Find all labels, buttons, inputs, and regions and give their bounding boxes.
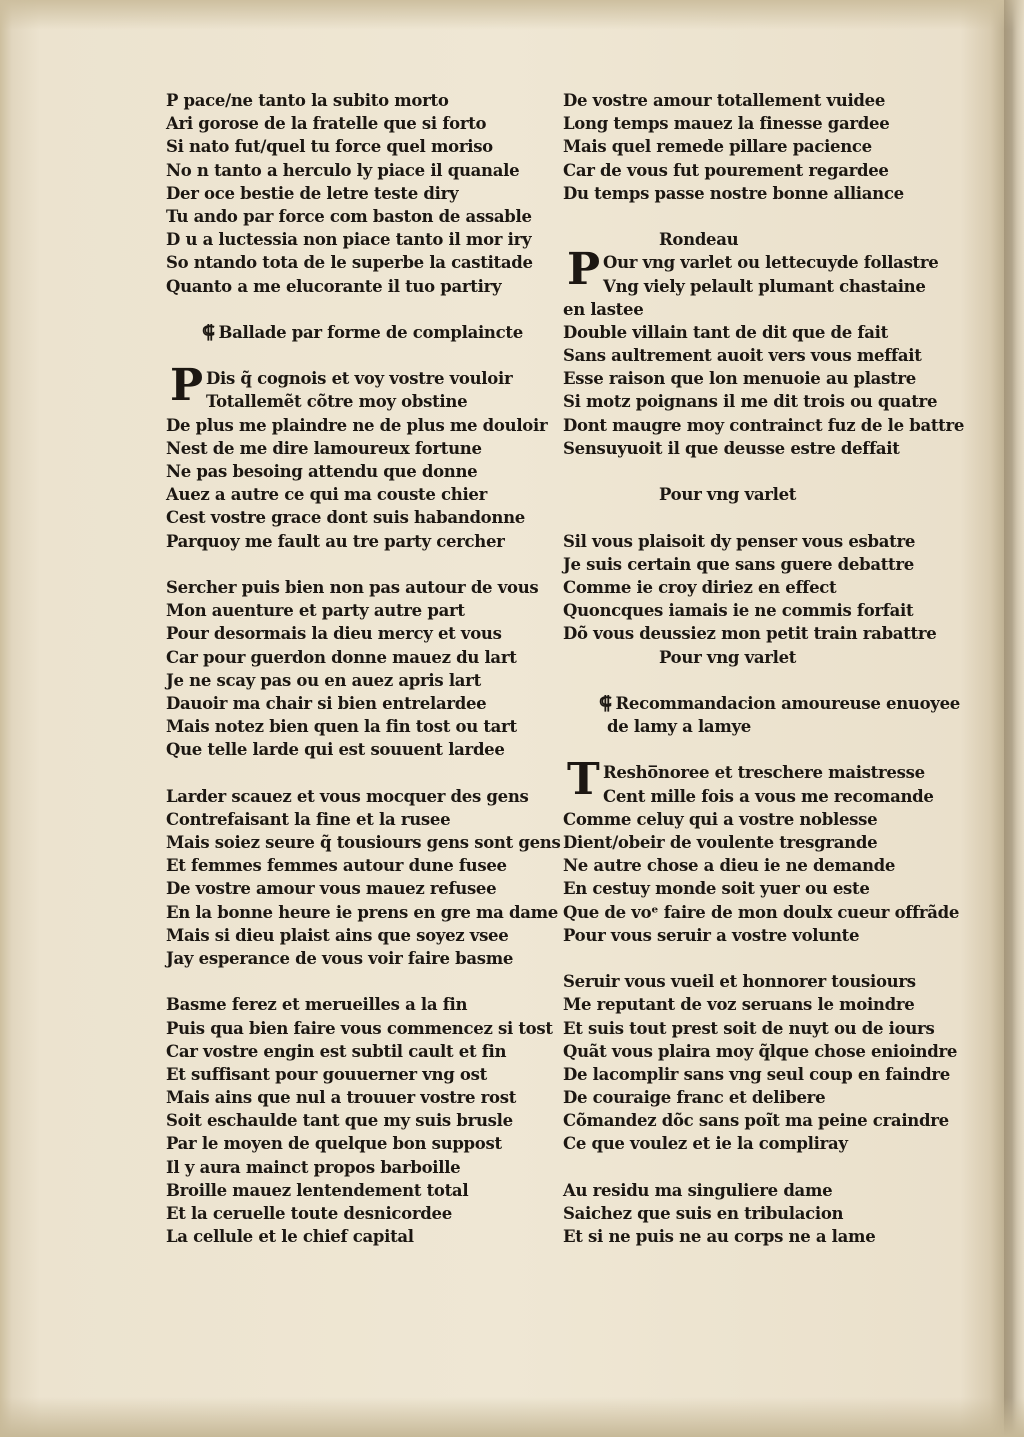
verse-line: Sensuyuoit il que deusse estre deffait: [563, 438, 900, 458]
verse-line: D u a luctessia non piace tanto il mor iry: [166, 230, 532, 250]
verse-line: Nest de me dire lamoureux fortune: [166, 438, 482, 458]
recommandacion-heading: [563, 692, 960, 715]
verse-line: Mon auenture et party autre part: [166, 601, 465, 621]
recommandacion-heading-text: Recommandacion amoureuse enuoyee: [615, 693, 960, 713]
verse-line: Mais notez bien quen la fin tost ou tart: [166, 717, 517, 737]
verse-line: Dauoir ma chair si bien entrelardee: [166, 693, 487, 713]
stanza: [563, 298, 965, 460]
verse-line: en lastee: [563, 299, 644, 319]
verse-line: Et suffisant pour gouuerner vng ost: [166, 1064, 487, 1084]
verse-line: Mais ains que nul a trouuer vostre rost: [166, 1088, 517, 1108]
verse-line: Ne autre chose a dieu ie ne demande: [563, 856, 896, 876]
verse-line: De vostre amour totallement vuidee: [563, 91, 886, 110]
decorated-initial: T: [567, 754, 600, 806]
ballade-opening: [166, 360, 546, 413]
decorated-initial: P: [567, 244, 600, 296]
verse-line: Si motz poignans il me dit trois ou quatre: [563, 392, 938, 412]
varlet-heading: Pour vng varlet: [659, 485, 797, 505]
verse-line: Comme ie croy diriez en effect: [563, 577, 837, 597]
stanza: [563, 89, 953, 205]
verse-line: Parquoy me fault au tre party cercher: [166, 531, 505, 551]
verse-line: Me reputant de voz seruans le moindre: [563, 995, 915, 1015]
right-column: [563, 89, 965, 1248]
verse-line: Vng viely pelault plumant chastaine: [603, 276, 926, 296]
verse-line: Au residu ma singuliere dame: [563, 1180, 833, 1200]
verse-line: Mais quel remede pillare pacience: [563, 137, 872, 157]
verse-line: Totallemẽt cõtre moy obstine: [206, 392, 468, 412]
verse-line: Cent mille fois a vous me recomande: [603, 786, 934, 806]
verse-line: Sercher puis bien non pas autour de vous: [166, 577, 539, 597]
verse-line: Mais soiez seure q̃ tousiours gens sont gens: [166, 833, 561, 852]
verse-line: Quãt vous plaira moy q̃lque chose enioindre: [563, 1041, 958, 1061]
verse-line: Auez a autre ce qui ma couste chier: [166, 485, 488, 505]
verse-line: Jay esperance de vous voir faire basme: [166, 948, 514, 968]
verse-line: En la bonne heure ie prens en gre ma dame: [166, 902, 558, 922]
verse-line: Dis q̃ cognois et voy vostre vouloir: [206, 369, 513, 389]
verse-line: Dient/obeir de voulente tresgrande: [563, 833, 878, 852]
decorated-initial: P: [170, 360, 203, 412]
recommandacion-subheading: de lamy a lamye: [607, 717, 751, 737]
verse-line: Du temps passe nostre bonne alliance: [563, 183, 904, 203]
verse-line: Double villain tant de dit que de fait: [563, 322, 888, 342]
verse-line: Je ne scay pas ou en auez apris lart: [166, 670, 481, 690]
verse-line: Il y aura mainct propos barboille: [166, 1157, 461, 1177]
verse-line: Larder scauez et vous mocquer des gens: [166, 786, 529, 806]
verse-line: Dõ vous deussiez mon petit train rabattre: [563, 624, 937, 644]
verse-line: Our vng varlet ou lettecuyde follastre: [603, 253, 939, 273]
verse-line: Long temps mauez la finesse gardee: [563, 114, 890, 134]
stanza: [563, 1179, 953, 1249]
verse-line: Comme celuy qui a vostre noblesse: [563, 809, 878, 829]
verse-line: P pace/ne tanto la subito morto: [166, 91, 449, 110]
verse-line: Ari gorose de la fratelle que si forto: [166, 114, 487, 134]
verse-line: Et si ne puis ne au corps ne a lame: [563, 1227, 876, 1247]
verse-line: Mais si dieu plaist ains que soyez vsee: [166, 925, 509, 945]
verse-line: Sans aultrement auoit vers vous meffait: [563, 346, 922, 366]
verse-line: Esse raison que lon menuoie au plastre: [563, 369, 916, 389]
verse-line: Et femmes femmes autour dune fusee: [166, 856, 507, 876]
ballade-heading-text: Ballade par forme de complaincte: [218, 322, 523, 342]
book-gutter: [1004, 0, 1024, 1437]
verse-line: Pour desormais la dieu mercy et vous: [166, 624, 502, 644]
verse-line: De vostre amour vous mauez refusee: [166, 879, 497, 899]
verse-line: Par le moyen de quelque bon suppost: [166, 1134, 502, 1154]
verse-line: Car pour guerdon donne mauez du lart: [166, 647, 517, 667]
rondeau-opening: [563, 244, 953, 297]
verse-line: Ne pas besoing attendu que donne: [166, 462, 478, 481]
verse-line: Soit eschaulde tant que my suis brusle: [166, 1111, 513, 1131]
recommandacion-opening: [563, 754, 953, 807]
verse-line: Que telle larde qui est souuent lardee: [166, 740, 505, 760]
verse-line: Broille mauez lentendement total: [166, 1180, 469, 1200]
verse-line: No n tanto a herculo ly piace il quanale: [166, 160, 520, 180]
verse-line: En cestuy monde soit yuer ou este: [563, 879, 870, 899]
stanza: [166, 576, 546, 762]
verse-line: Et la ceruelle toute desnicordee: [166, 1204, 452, 1223]
verse-line: Si nato fut/quel tu force quel moriso: [166, 137, 493, 157]
verse-line: De lacomplir sans vng seul coup en faindre: [563, 1064, 950, 1084]
verse-line: Basme ferez et merueilles a la fin: [166, 995, 468, 1015]
verse-line: Car vostre engin est subtil cault et fin: [166, 1041, 507, 1061]
pilcrow-icon: ⸿: [202, 321, 215, 343]
verse-line: Seruir vous vueil et honnorer tousiours: [563, 972, 916, 992]
verse-line: Pour vous seruir a vostre volunte: [563, 925, 860, 945]
stanza: [563, 530, 953, 646]
ballade-heading: [166, 321, 546, 344]
verse-line: Saichez que suis en tribulacion: [563, 1204, 844, 1223]
stanza: [563, 970, 958, 1156]
verse-line: Dont maugre moy contrainct fuz de le battre: [563, 415, 965, 435]
verse-line: Tu ando par force com baston de assable: [166, 206, 532, 226]
verse-line: Car de vous fut pourement regardee: [563, 160, 889, 180]
left-column: [166, 89, 561, 1248]
stanza: [166, 993, 553, 1248]
verse-line: Quoncques iamais ie ne commis forfait: [563, 601, 914, 621]
verse-line: Ce que voulez et ie la compliray: [563, 1134, 848, 1154]
stanza: [166, 785, 561, 971]
verse-line: Puis qua bien faire vous commencez si tost: [166, 1018, 553, 1038]
varlet-heading-second: Pour vng varlet: [659, 647, 797, 667]
stanza: [166, 414, 546, 553]
verse-line: Sil vous plaisoit dy penser vous esbatre: [563, 531, 916, 551]
pilcrow-icon: ⸿: [599, 692, 612, 714]
verse-line: Contrefaisant la fine et la rusee: [166, 809, 451, 829]
verse-line: De plus me plaindre ne de plus me douloir: [166, 415, 548, 435]
verse-line: Resho̅noree et treschere maistresse: [603, 763, 925, 783]
verse-line: La cellule et le chief capital: [166, 1227, 414, 1247]
verse-line: Der oce bestie de letre teste diry: [166, 183, 459, 203]
italian-verses: [166, 89, 546, 298]
rondeau-heading: Rondeau: [659, 230, 739, 250]
verse-line: Et suis tout prest soit de nuyt ou de iours: [563, 1018, 935, 1038]
stanza: [563, 808, 960, 947]
verse-line: De couraige franc et delibere: [563, 1088, 826, 1108]
verse-line: So ntando tota de le superbe la castitade: [166, 253, 533, 273]
verse-line: Que de voᵉ faire de mon doulx cueur offrãde: [563, 902, 960, 922]
verse-line: Cest vostre grace dont suis habandonne: [166, 508, 525, 528]
verse-line: Cõmandez dõc sans poĩt ma peine craindre: [563, 1111, 949, 1131]
verse-line: Quanto a me elucorante il tuo partiry: [166, 276, 502, 296]
verse-line: Je suis certain que sans guere debattre: [563, 554, 914, 574]
